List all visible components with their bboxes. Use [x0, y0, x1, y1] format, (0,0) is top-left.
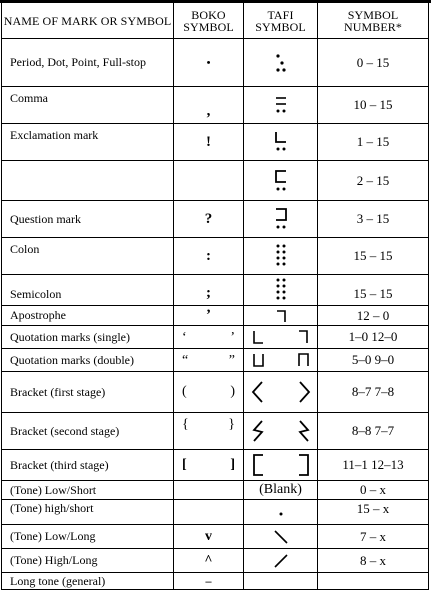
mark-name: Long tone (general)	[2, 573, 174, 590]
boko-right-char: )	[230, 384, 235, 399]
boko-right-char: }	[228, 417, 235, 432]
symbol-number: 8 – x	[318, 549, 429, 573]
mark-name: Period, Dot, Point, Full-stop	[2, 39, 174, 87]
table-row	[2, 306, 429, 326]
tafi-bracket-third-icon	[244, 450, 318, 481]
punctuation-symbol-table	[1, 2, 429, 590]
tafi-symbol	[244, 573, 318, 590]
table-row	[2, 573, 429, 590]
boko-char: ,	[206, 103, 211, 119]
boko-tone-low-long: v	[174, 525, 244, 549]
symbol-number: 11–1 12–13	[318, 450, 429, 481]
header-number: SYMBOL NUMBER*	[318, 3, 429, 39]
table-row	[2, 201, 429, 238]
symbol-number: 7 – x	[318, 525, 429, 549]
header-tafi: TAFI SYMBOL	[244, 3, 318, 39]
symbol-number: 10 – 15	[318, 87, 429, 124]
table-row	[2, 124, 429, 161]
symbol-number	[318, 573, 429, 590]
boko-symbol	[174, 349, 244, 372]
tafi-exclamation-alt-icon	[244, 161, 318, 201]
symbol-number: 1–0 12–0	[318, 326, 429, 349]
boko-symbol	[174, 161, 244, 201]
boko-char: :	[206, 247, 211, 264]
symbol-number: 8–7 7–8	[318, 372, 429, 413]
boko-symbol	[174, 238, 244, 275]
tafi-quote-double-icon	[244, 349, 318, 372]
mark-name: Comma	[2, 87, 174, 124]
mark-name: (Tone) High/Long	[2, 549, 174, 573]
symbol-number: 12 – 0	[318, 306, 429, 326]
tafi-apostrophe-icon	[244, 306, 318, 326]
boko-char: ;	[206, 285, 211, 301]
tafi-quote-single-icon	[244, 326, 318, 349]
mark-name	[2, 161, 174, 201]
tafi-bracket-second-icon	[244, 413, 318, 450]
boko-symbol	[174, 372, 244, 413]
table-row	[2, 275, 429, 306]
mark-name: Question mark	[2, 201, 174, 238]
boko-left-char: ‘	[182, 330, 187, 345]
symbol-number: 2 – 15	[318, 161, 429, 201]
mark-name: Colon	[2, 238, 174, 275]
boko-left-char: (	[182, 384, 187, 399]
table-row	[2, 525, 429, 549]
tafi-bracket-first-icon	[244, 372, 318, 413]
boko-symbol	[174, 275, 244, 306]
symbol-number: 15 – 15	[318, 275, 429, 306]
boko-char: ?	[204, 210, 213, 227]
mark-name: Exclamation mark	[2, 124, 174, 161]
tafi-question-icon	[244, 201, 318, 238]
table-row	[2, 238, 429, 275]
header-boko: BOKO SYMBOL	[174, 3, 244, 39]
symbol-number: 1 – 15	[318, 124, 429, 161]
tafi-semicolon-icon	[244, 275, 318, 306]
mark-name: (Tone) high/short	[2, 500, 174, 525]
symbol-number: 8–8 7–7	[318, 413, 429, 450]
boko-symbol	[174, 450, 244, 481]
table-row	[2, 500, 429, 525]
symbol-number: 3 – 15	[318, 201, 429, 238]
symbol-number: 15 – 15	[318, 238, 429, 275]
table-row	[2, 349, 429, 372]
symbol-number: 15 – x	[318, 500, 429, 525]
mark-name: (Tone) Low/Long	[2, 525, 174, 549]
boko-char: •	[206, 57, 211, 69]
mark-name: Apostrophe	[2, 306, 174, 326]
table-row	[2, 87, 429, 124]
boko-left-char: “	[182, 353, 189, 368]
mark-name: Quotation marks (single)	[2, 326, 174, 349]
mark-name: Semicolon	[2, 275, 174, 306]
symbol-number: 5–0 9–0	[318, 349, 429, 372]
tafi-colon-icon	[244, 238, 318, 275]
mark-name: (Tone) Low/Short	[2, 481, 174, 500]
boko-symbol	[174, 326, 244, 349]
mark-name: Bracket (first stage)	[2, 372, 174, 413]
boko-left-char: [	[182, 457, 187, 472]
boko-tone-high-long: ^	[174, 549, 244, 573]
tafi-tone-low-long-icon	[244, 525, 318, 549]
tafi-blank-text: (Blank)	[244, 481, 318, 500]
mark-name: Quotation marks (double)	[2, 349, 174, 372]
boko-symbol	[174, 413, 244, 450]
boko-symbol	[174, 306, 244, 326]
boko-right-char: ’	[230, 330, 235, 345]
boko-char: !	[206, 133, 211, 150]
table-row	[2, 39, 429, 87]
tafi-exclamation-icon	[244, 124, 318, 161]
header-row	[2, 3, 429, 39]
table-row	[2, 372, 429, 413]
table-row	[2, 413, 429, 450]
boko-symbol	[174, 87, 244, 124]
tafi-comma-icon	[244, 87, 318, 124]
boko-right-char: ]	[230, 457, 235, 472]
boko-right-char: ”	[228, 353, 235, 368]
mark-name: Bracket (second stage)	[2, 413, 174, 450]
symbol-number: 0 – x	[318, 481, 429, 500]
table-row	[2, 161, 429, 201]
boko-symbol	[174, 201, 244, 238]
table-row	[2, 326, 429, 349]
tafi-tone-high-long-icon	[244, 549, 318, 573]
boko-symbol	[174, 124, 244, 161]
mark-name: Bracket (third stage)	[2, 450, 174, 481]
boko-symbol	[174, 481, 244, 500]
symbol-number: 0 – 15	[318, 39, 429, 87]
table-row	[2, 481, 429, 500]
tafi-tone-high-short-icon	[244, 500, 318, 525]
table-row	[2, 549, 429, 573]
boko-long-tone: –	[174, 573, 244, 590]
boko-symbol	[174, 39, 244, 87]
header-name: NAME OF MARK OR SYMBOL	[2, 3, 174, 39]
boko-left-char: {	[182, 417, 189, 432]
tafi-period-icon	[244, 39, 318, 87]
table-row	[2, 450, 429, 481]
boko-symbol	[174, 500, 244, 525]
boko-char: ’	[206, 307, 211, 323]
